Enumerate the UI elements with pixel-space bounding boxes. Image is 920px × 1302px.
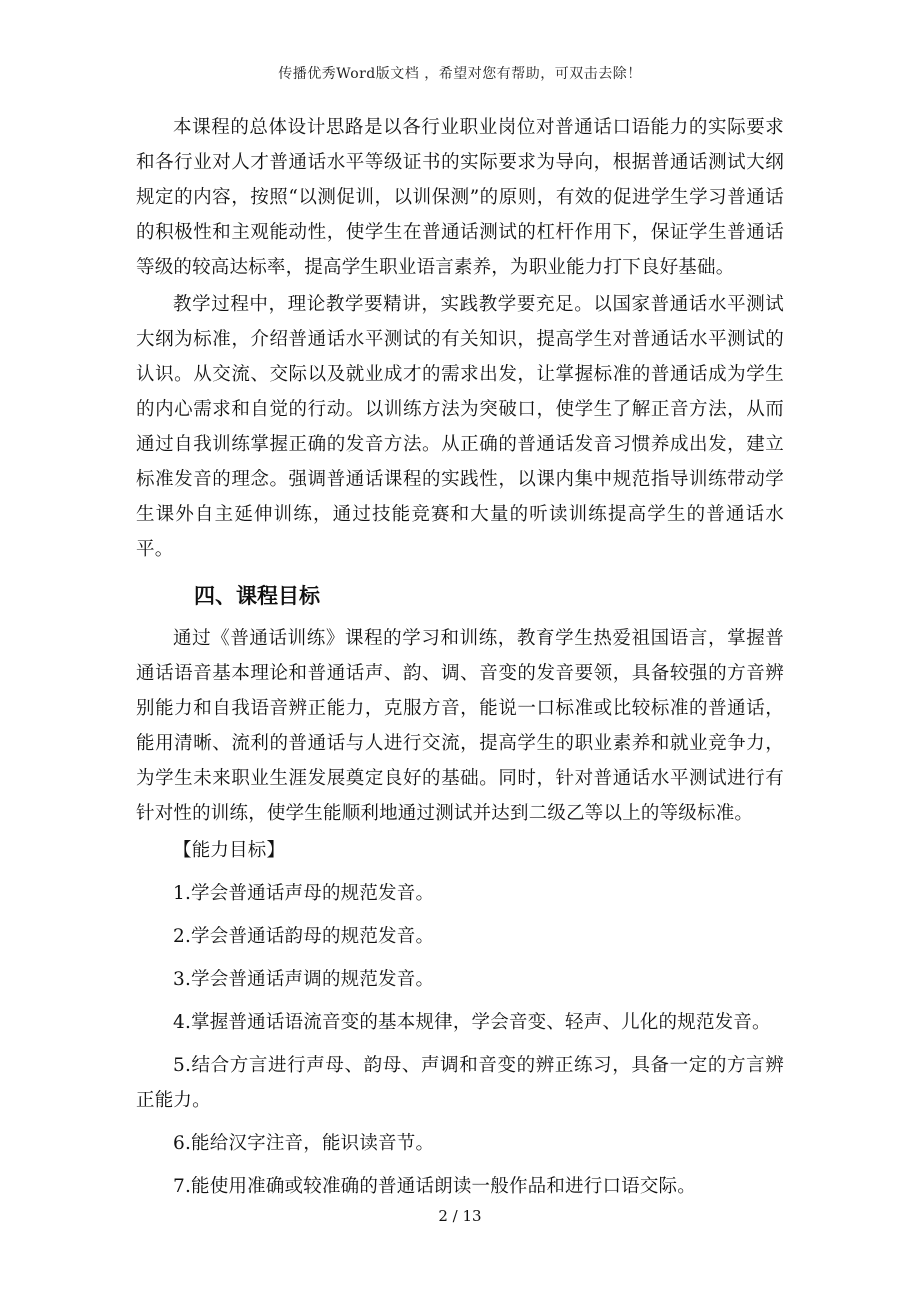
paragraph-course-goals: 通过《普通话训练》课程的学习和训练，教育学生热爱祖国语言，掌握普通话语音基本理论和普通话声、韵、调、音变的发音要领，具备较强的方音辨别能力和自我语音辨正能力，克服方音，能说一口标准或比较标准的普通话，能用清晰、流利的普通话与人进行交流，提高学生的职业素养和就业竞争力，为学生未来职业生涯发展奠定良好的基础。同时，针对普通话水平测试进行有针对性的训练，使学生能顺利地通过测试并达到二级乙等以上的等级标准。 (136, 628, 784, 824)
list-item: 1.学会普通话声母的规范发音。 (173, 883, 435, 904)
list-item: 3.学会普通话声调的规范发音。 (173, 969, 435, 990)
page-content (136, 110, 784, 1212)
paragraph-design-approach: 本课程的总体设计思路是以各行业职业岗位对普通话口语能力的实际要求和各行业对人才普通话水平等级证书的实际要求为导向，根据普通话测试大纲规定的内容，按照“以测促训，以训保测”的原则，有效的促进学生学习普通话的积极性和主观能动性，使学生在普通话测试的杠杆作用下，保证学生普通话等级的较高达标率，提高学生职业语言素养，为职业能力打下良好基础。 (136, 117, 784, 278)
list-item: 7.能使用准确或较准确的普通话朗读一般作品和进行口语交际。 (173, 1176, 696, 1197)
list-item: 2.学会普通话韵母的规范发音。 (173, 926, 435, 947)
section-heading: 四、课程目标 (194, 584, 320, 608)
page-number: 2 / 13 (438, 1207, 482, 1225)
page-header: 传播优秀Word版文档 ，希望对您有帮助，可双击去除！ (278, 66, 642, 82)
list-item: 5.结合方言进行声母、韵母、声调和音变的辨正练习，具备一定的方言辨正能力。 (136, 1055, 784, 1111)
list-item: 6.能给汉字注音，能识读音节。 (173, 1133, 435, 1154)
list-item: 4.掌握普通话语流音变的基本规律，学会音变、轻声、儿化的规范发音。 (173, 1012, 771, 1033)
subheading-ability-goals: 【能力目标】 (173, 840, 286, 861)
paragraph-teaching-process: 教学过程中，理论教学要精讲，实践教学要充足。以国家普通话水平测试大纲为标准，介绍普通话水平测试的有关知识，提高学生对普通话水平测试的认识。从交流、交际以及就业成才的需求出发，让掌握标准的普通话成为学生的内心需求和自觉的行动。以训练方法为突破口，使学生了解正音方法，从而通过自我训练掌握正确的发音方法。从正确的普通话发音习惯养成出发，建立标准发音的理念。强调普通话课程的实践性，以课内集中规范指导训练带动学生课外自主延伸训练，通过技能竞赛和大量的听读训练提高学生的普通话水平。 (136, 294, 784, 560)
